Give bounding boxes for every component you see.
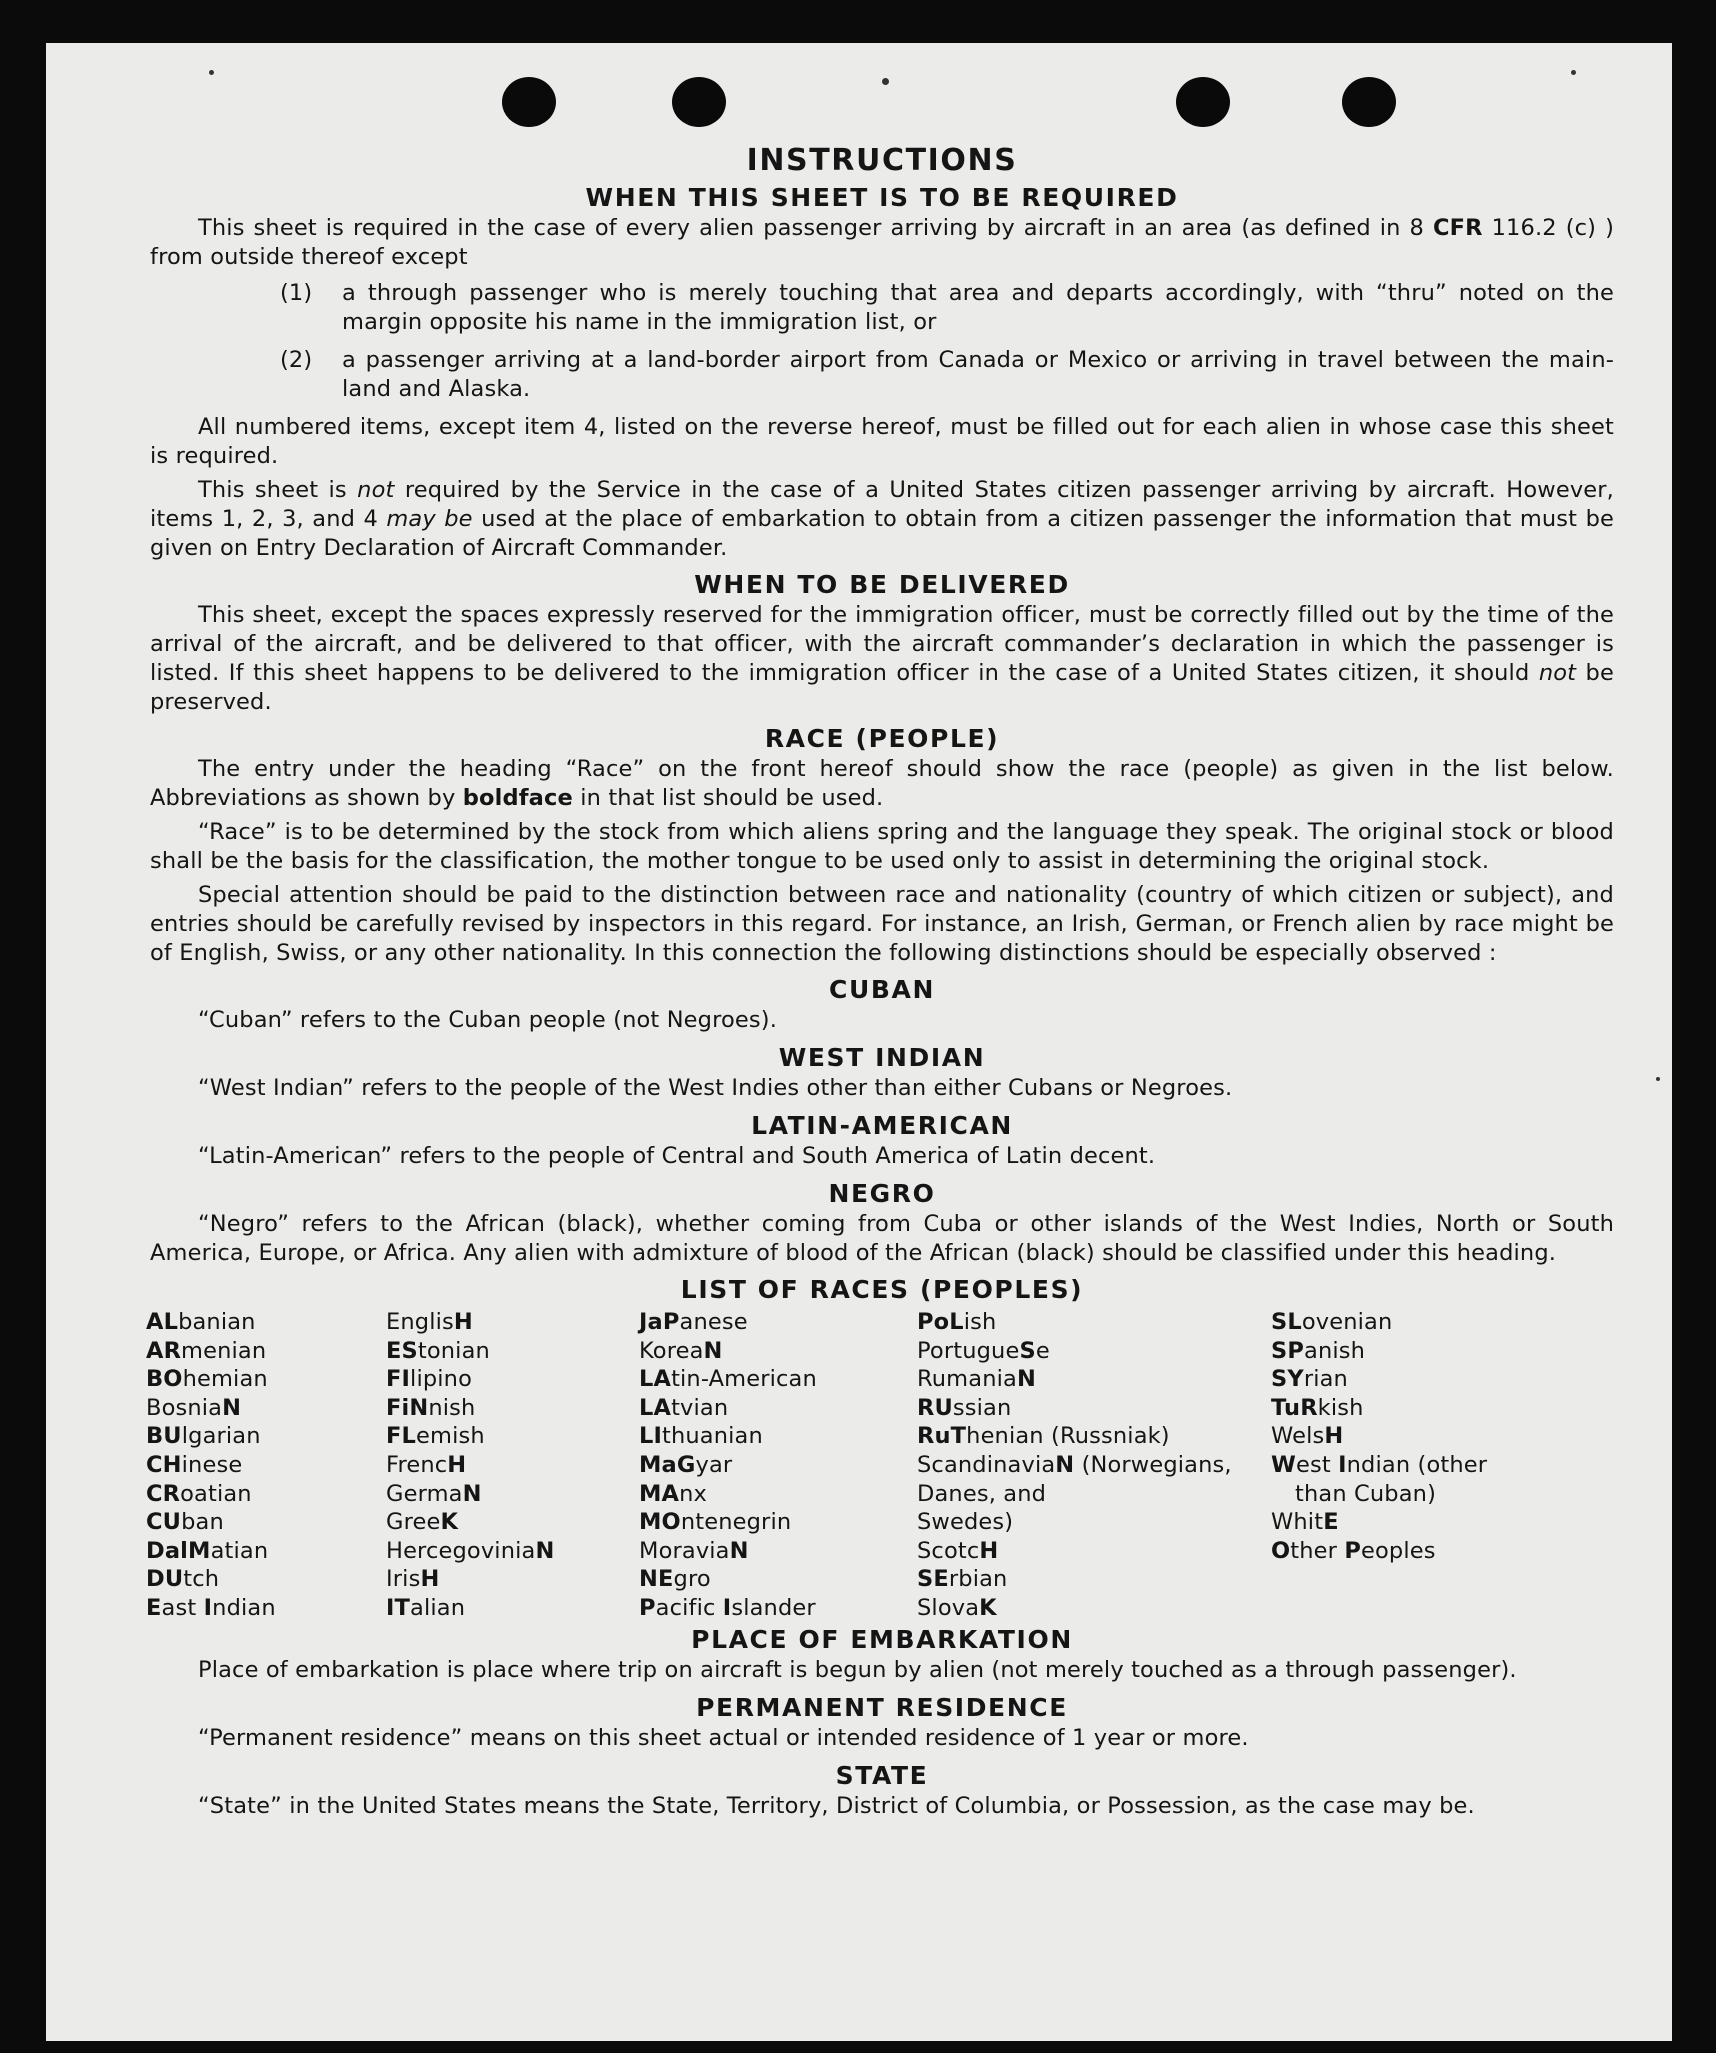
heading-permanent-residence: PERMANENT RESIDENCE bbox=[696, 1692, 1068, 1722]
race-entry: Pacific Islander bbox=[639, 1594, 816, 1621]
race-entry: FiNnish bbox=[386, 1394, 476, 1421]
race-entry: ITalian bbox=[386, 1594, 466, 1621]
race-entry: EStonian bbox=[386, 1337, 490, 1364]
race-entry: GreeK bbox=[386, 1509, 459, 1536]
race-entry: MOntenegrin bbox=[639, 1509, 792, 1536]
race-entry: TuRkish bbox=[1271, 1394, 1364, 1421]
race-entry: LIthuanian bbox=[639, 1423, 763, 1450]
race-entry: SPanish bbox=[1271, 1337, 1366, 1364]
race-entry: FIlipino bbox=[386, 1366, 473, 1393]
race-entry: EnglisH bbox=[386, 1309, 473, 1335]
punch-hole bbox=[502, 77, 556, 127]
race-entry: SErbian bbox=[917, 1566, 1008, 1593]
race-entry: West Indian (other bbox=[1271, 1451, 1488, 1478]
item-text: a passenger arriving at a land-border airport from Canada or Mexico or arriving in travel between the main-land and Alaska. bbox=[342, 347, 1614, 402]
race-entry: SLovenian bbox=[1271, 1309, 1393, 1335]
exception-item bbox=[150, 346, 1614, 404]
paragraph-permanent-residence: “Permanent residence” means on this sheet actual or intended residence of 1 year or more. bbox=[198, 1724, 1249, 1751]
dust-speck bbox=[1571, 70, 1576, 75]
paragraph-race-entry: The entry under the heading “Race” on the front hereof should show the race (people) as given in the list below. Abbreviations as shown by boldface in that list should be used. bbox=[150, 756, 1614, 811]
heading-race: RACE (PEOPLE) bbox=[764, 724, 1000, 753]
race-entry: CRoatian bbox=[146, 1480, 252, 1507]
race-entry: LAtin-American bbox=[639, 1366, 817, 1393]
paragraph-citizen: This sheet is not required by the Service in the case of a United States citizen passenger arriving by aircraft. However, items 1, 2, 3, and 4 may be used at the place of embarkation to obtain from a citizen passenger the information that must be given on Entry Declaration of Aircraft Commander. bbox=[150, 477, 1614, 561]
punch-hole bbox=[1342, 77, 1396, 127]
heading-west-indian: WEST INDIAN bbox=[778, 1043, 986, 1072]
heading-embarkation: PLACE OF EMBARKATION bbox=[691, 1624, 1073, 1654]
race-entry: East Indian bbox=[146, 1594, 276, 1621]
race-column bbox=[146, 1308, 386, 1623]
race-column bbox=[386, 1308, 639, 1623]
race-entry: ALbanian bbox=[146, 1309, 256, 1335]
race-entry: BUlgarian bbox=[146, 1423, 261, 1450]
race-entry: KoreaN bbox=[639, 1337, 723, 1364]
exception-item bbox=[150, 279, 1614, 337]
race-column bbox=[639, 1308, 917, 1623]
race-entry: NEgro bbox=[639, 1566, 711, 1593]
race-entry: MoraviaN bbox=[639, 1537, 749, 1564]
heading-latin-american: LATIN-AMERICAN bbox=[751, 1111, 1013, 1140]
race-entry: Other Peoples bbox=[1271, 1537, 1436, 1564]
paragraph-race-stock: “Race” is to be determined by the stock from which aliens spring and the language they speak. The original stock or blood shall be the basis for the classification, the mother tongue to be used only to assist in determining the original stock. bbox=[150, 819, 1614, 874]
race-entry: SYrian bbox=[1271, 1366, 1348, 1393]
race-entry: ARmenian bbox=[146, 1337, 267, 1364]
race-entry: FrencH bbox=[386, 1451, 467, 1478]
race-entry: MaGyar bbox=[639, 1451, 733, 1478]
page-title: INSTRUCTIONS bbox=[746, 143, 1018, 178]
paragraph-delivery: This sheet, except the spaces expressly reserved for the immigration officer, must be correctly filled out by the time of the arrival of the aircraft, and be delivered to that officer, with the aircraft commander’s declaration in which the passenger is listed. If this sheet happens to be delivered to the immigration officer in the case of a United States citizen, it should not be preserved. bbox=[150, 602, 1614, 715]
race-entry: IrisH bbox=[386, 1566, 440, 1593]
race-entry: PoLish bbox=[917, 1309, 997, 1335]
race-entry: DalMatian bbox=[146, 1537, 269, 1564]
race-entry: Danes, and bbox=[917, 1480, 1047, 1507]
heading-negro: NEGRO bbox=[828, 1179, 936, 1208]
punch-hole bbox=[672, 77, 726, 127]
race-entry: RuThenian (Russniak) bbox=[917, 1423, 1170, 1450]
race-entry: BosniaN bbox=[146, 1394, 242, 1421]
race-entry: ScotcH bbox=[917, 1537, 999, 1564]
race-entry: LAtvian bbox=[639, 1394, 729, 1421]
item-number: (2) bbox=[280, 347, 313, 373]
race-entry: WelsH bbox=[1271, 1423, 1344, 1450]
paragraph-cuban: “Cuban” refers to the Cuban people (not Negroes). bbox=[198, 1007, 778, 1033]
race-entry: HercegoviniaN bbox=[386, 1537, 555, 1564]
dust-speck bbox=[882, 78, 889, 85]
race-column bbox=[1271, 1308, 1571, 1623]
race-entry: SlovaK bbox=[917, 1594, 997, 1621]
paragraph-state: “State” in the United States means the State, Territory, District of Columbia, or Possession, as the case may be. bbox=[198, 1792, 1475, 1819]
race-column bbox=[917, 1308, 1271, 1623]
item-text: a through passenger who is merely touching that area and departs accordingly, with “thru” noted on the margin opposite his name in the immigration list, or bbox=[342, 280, 1614, 335]
heading-state: STATE bbox=[835, 1760, 929, 1790]
race-list bbox=[146, 1308, 1614, 1623]
paragraph-west-indian: “West Indian” refers to the people of the West Indies other than either Cubans or Negroes. bbox=[198, 1075, 1233, 1101]
race-entry: CHinese bbox=[146, 1451, 243, 1478]
heading-cuban: CUBAN bbox=[829, 975, 935, 1004]
paragraph-embarkation: Place of embarkation is place where trip on aircraft is begun by alien (not merely touched as a through passenger). bbox=[198, 1656, 1517, 1683]
race-entry: RUssian bbox=[917, 1394, 1012, 1421]
race-entry: ScandinaviaN (Norwegians, bbox=[917, 1451, 1232, 1478]
heading-list-of-races: LIST OF RACES (PEOPLES) bbox=[680, 1275, 1084, 1304]
race-entry: JaPanese bbox=[639, 1309, 748, 1335]
dust-speck bbox=[1656, 1077, 1660, 1081]
heading-when-required: WHEN THIS SHEET IS TO BE REQUIRED bbox=[585, 183, 1179, 212]
heading-when-delivered: WHEN TO BE DELIVERED bbox=[694, 570, 1070, 599]
dust-speck bbox=[209, 70, 214, 75]
paragraph-race-nationality: Special attention should be paid to the distinction between race and nationality (country of which citizen or subject), and entries should be carefully revised by inspectors in this regard. For instance, an Irish, German, or French alien by race might be of English, Swiss, or any other nationality. In this connection the following distinctions should be especially observed : bbox=[150, 882, 1614, 966]
item-number: (1) bbox=[280, 280, 313, 306]
race-entry: RumaniaN bbox=[917, 1366, 1036, 1393]
race-entry: GermaN bbox=[386, 1480, 482, 1507]
race-entry: DUtch bbox=[146, 1566, 220, 1593]
race-entry: WhitE bbox=[1271, 1509, 1339, 1536]
race-entry: than Cuban) bbox=[1295, 1480, 1437, 1507]
race-entry: BOhemian bbox=[146, 1366, 268, 1393]
document-sheet bbox=[46, 43, 1672, 2041]
race-entry: PortugueSe bbox=[917, 1337, 1050, 1364]
paragraph-negro: “Negro” refers to the African (black), whether coming from Cuba or other islands of the West Indies, North or South America, Europe, or Africa. Any alien with admixture of blood of the African (black) should be classified under this heading. bbox=[150, 1211, 1614, 1266]
race-entry: CUban bbox=[146, 1509, 224, 1536]
instructions-content bbox=[146, 141, 1614, 1827]
paragraph-numbered-items: All numbered items, except item 4, listed on the reverse hereof, must be filled out for each alien in whose case this sheet is required. bbox=[150, 414, 1614, 469]
paragraph-latin-american: “Latin-American” refers to the people of Central and South America of Latin decent. bbox=[198, 1143, 1156, 1169]
race-entry: Swedes) bbox=[917, 1509, 1014, 1536]
race-entry: FLemish bbox=[386, 1423, 485, 1450]
punch-hole bbox=[1176, 77, 1230, 127]
paragraph-requirement: This sheet is required in the case of every alien passenger arriving by aircraft in an area (as defined in 8 CFR 116.2 (c) ) from outside thereof except bbox=[150, 215, 1614, 270]
race-entry: MAnx bbox=[639, 1480, 707, 1507]
